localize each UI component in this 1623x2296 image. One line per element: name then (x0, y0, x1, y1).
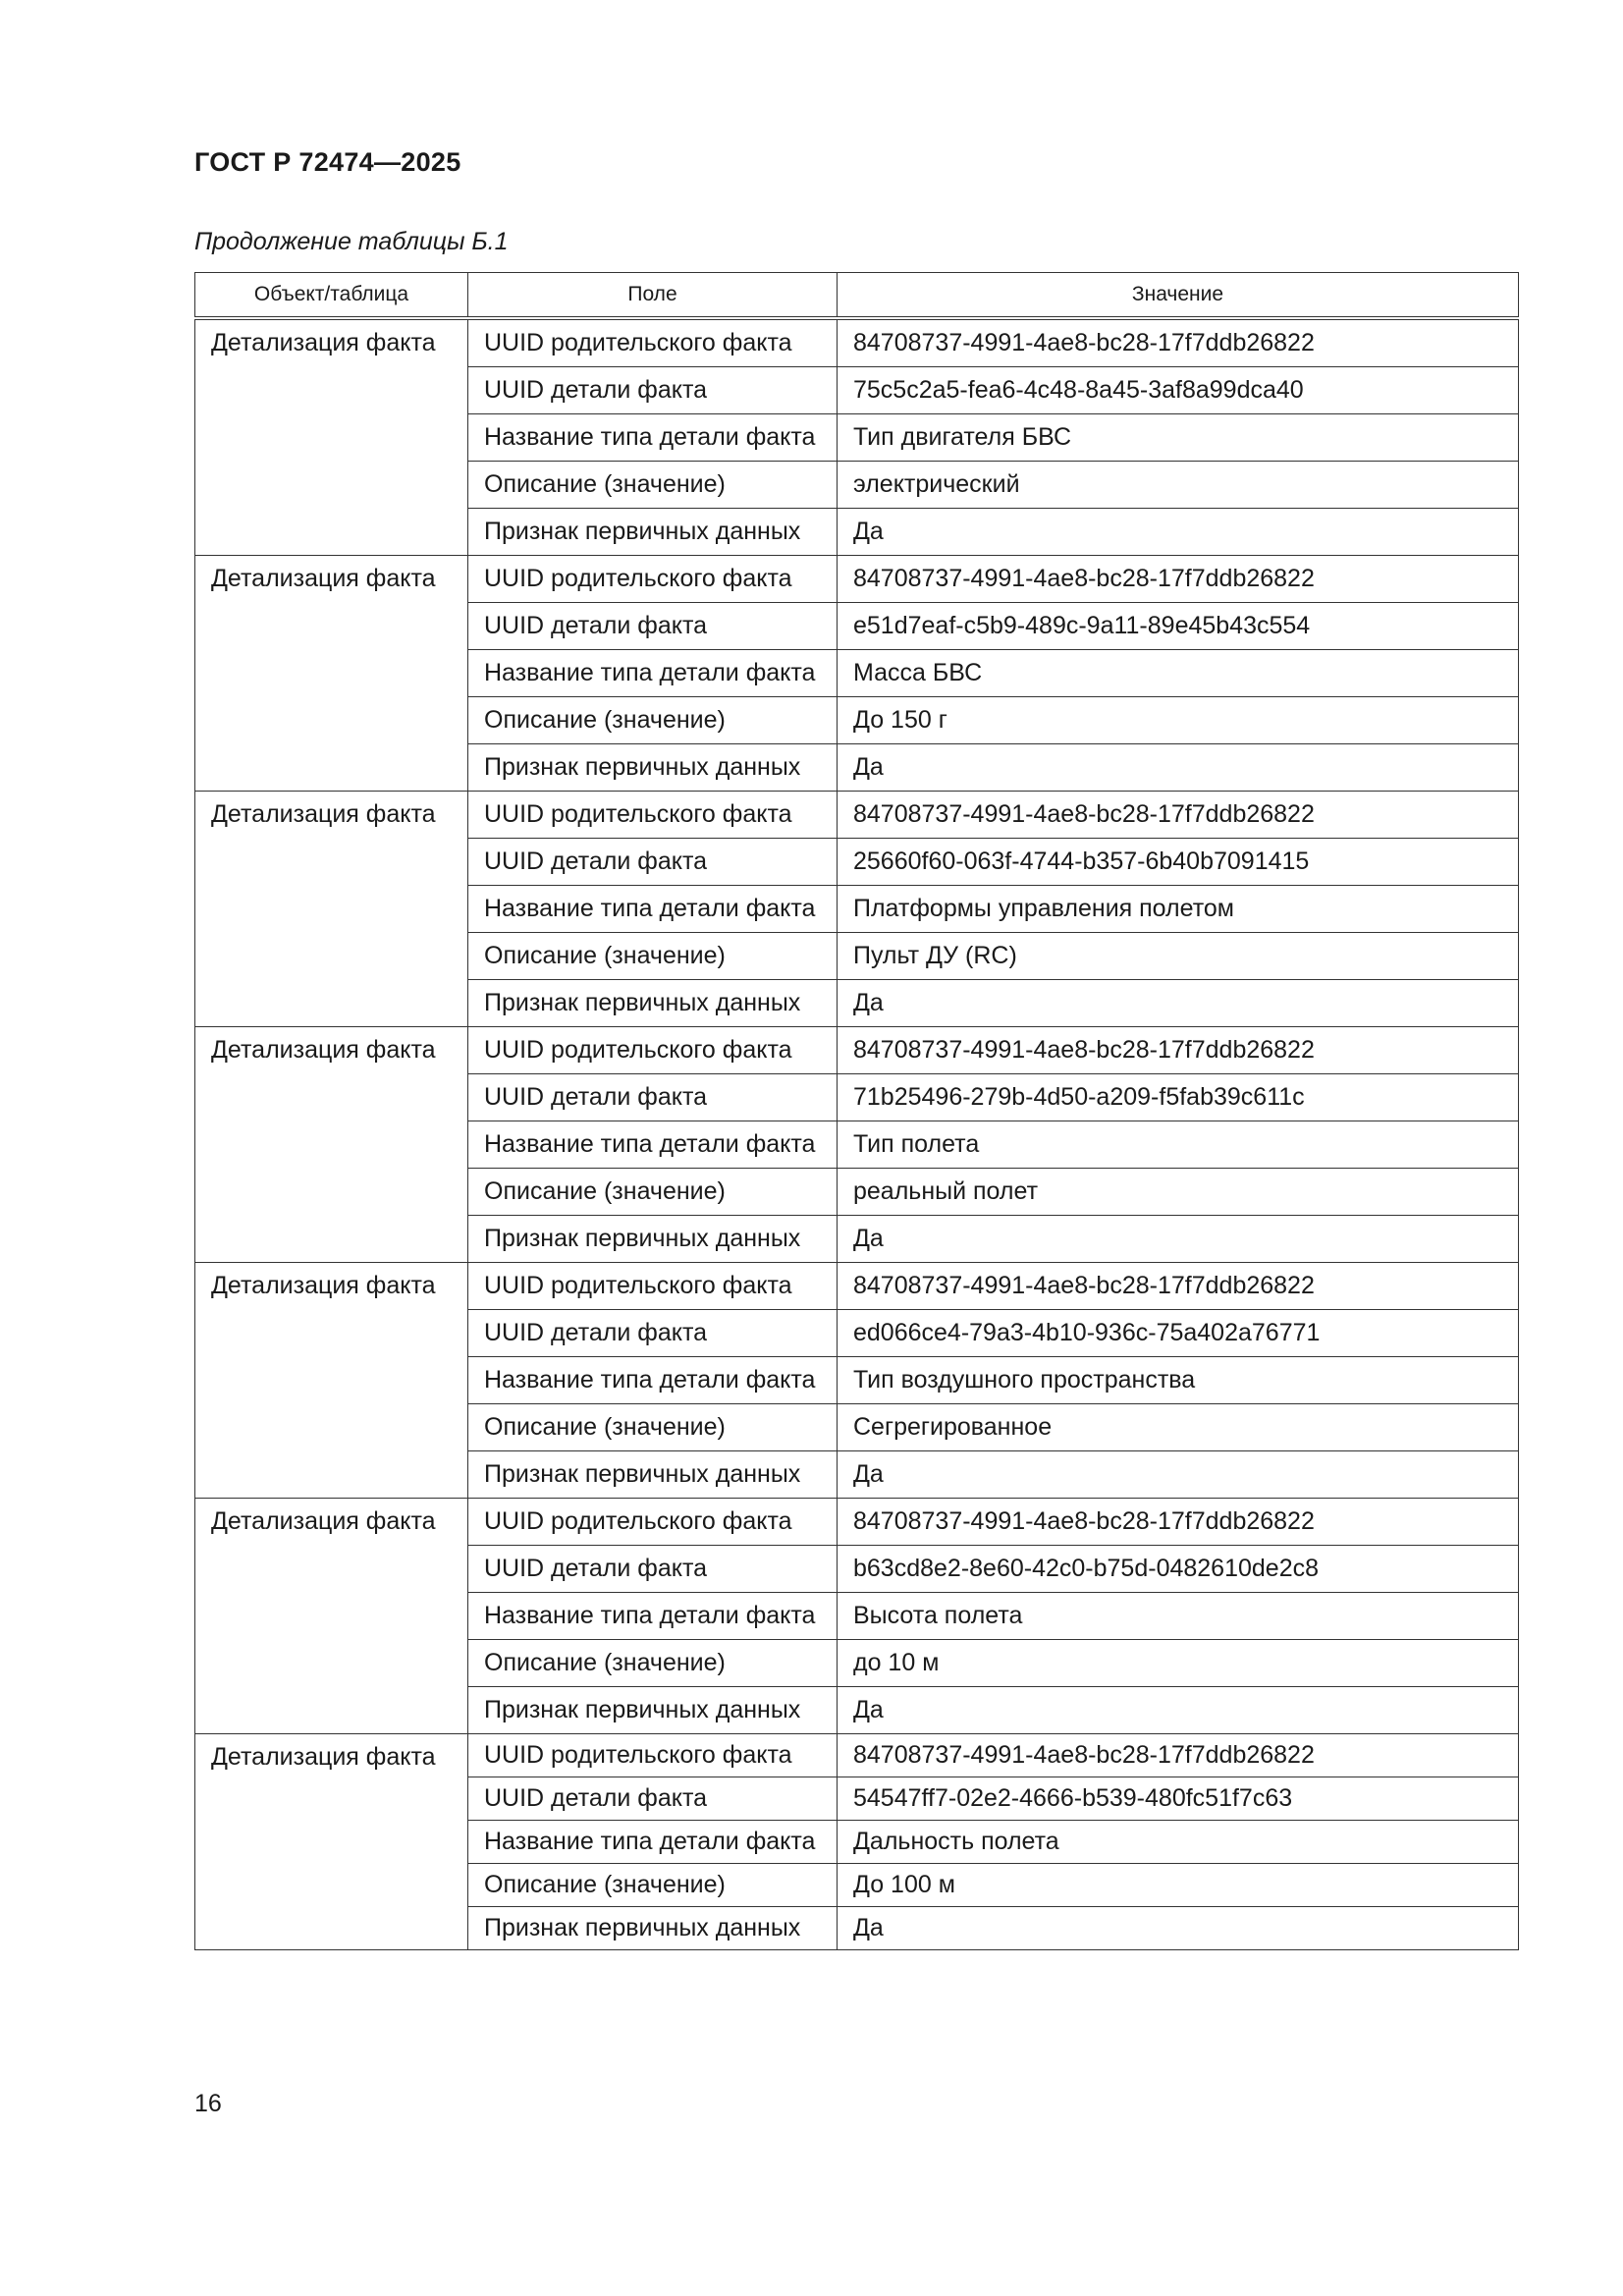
field-cell: Название типа детали факта (468, 1593, 838, 1640)
field-cell: UUID детали факта (468, 603, 838, 650)
table-row (195, 1027, 1519, 1074)
value-cell: реальный полет (838, 1169, 1519, 1216)
table-group (195, 1027, 1519, 1263)
value-cell: 84708737-4991-4ae8-bc28-17f7ddb26822 (838, 1734, 1519, 1777)
value-cell: Да (838, 744, 1519, 792)
value-cell: b63cd8e2-8e60-42c0-b75d-0482610de2c8 (838, 1546, 1519, 1593)
object-cell: Детализация факта (195, 318, 468, 556)
object-cell: Детализация факта (195, 792, 468, 1027)
column-header-field: Поле (468, 273, 838, 319)
page-number: 16 (194, 2090, 222, 2117)
value-cell: 25660f60-063f-4744-b357-6b40b7091415 (838, 839, 1519, 886)
column-header-object: Объект/таблица (195, 273, 468, 319)
table-row (195, 1499, 1519, 1546)
value-cell: Тип полета (838, 1121, 1519, 1169)
field-cell: Название типа детали факта (468, 650, 838, 697)
value-cell: 75c5c2a5-fea6-4c48-8a45-3af8a99dca40 (838, 367, 1519, 414)
table-group (195, 1263, 1519, 1499)
value-cell: Да (838, 980, 1519, 1027)
value-cell: Да (838, 509, 1519, 556)
object-cell: Детализация факта (195, 1499, 468, 1734)
field-cell: Описание (значение) (468, 697, 838, 744)
value-cell: 84708737-4991-4ae8-bc28-17f7ddb26822 (838, 792, 1519, 839)
table-row (195, 792, 1519, 839)
object-cell: Детализация факта (195, 1734, 468, 1950)
column-header-value: Значение (838, 273, 1519, 319)
field-cell: Признак первичных данных (468, 1907, 838, 1950)
field-cell: Название типа детали факта (468, 1121, 838, 1169)
object-cell: Детализация факта (195, 556, 468, 792)
value-cell: Да (838, 1451, 1519, 1499)
value-cell: 84708737-4991-4ae8-bc28-17f7ddb26822 (838, 318, 1519, 367)
value-cell: 84708737-4991-4ae8-bc28-17f7ddb26822 (838, 1263, 1519, 1310)
field-cell: Описание (значение) (468, 1169, 838, 1216)
field-cell: Признак первичных данных (468, 1451, 838, 1499)
field-cell: Описание (значение) (468, 1864, 838, 1907)
value-cell: 84708737-4991-4ae8-bc28-17f7ddb26822 (838, 556, 1519, 603)
field-cell: UUID детали факта (468, 1546, 838, 1593)
field-cell: Признак первичных данных (468, 744, 838, 792)
object-cell: Детализация факта (195, 1263, 468, 1499)
object-cell: Детализация факта (195, 1027, 468, 1263)
value-cell: Да (838, 1216, 1519, 1263)
value-cell: ed066ce4-79a3-4b10-936c-75a402a76771 (838, 1310, 1519, 1357)
table-row (195, 556, 1519, 603)
value-cell: e51d7eaf-c5b9-489c-9a11-89e45b43c554 (838, 603, 1519, 650)
table-header-row (195, 273, 1519, 319)
value-cell: Платформы управления полетом (838, 886, 1519, 933)
value-cell: Высота полета (838, 1593, 1519, 1640)
field-cell: UUID детали факта (468, 367, 838, 414)
value-cell: До 150 г (838, 697, 1519, 744)
field-cell: Признак первичных данных (468, 980, 838, 1027)
field-cell: UUID детали факта (468, 1310, 838, 1357)
table-row (195, 318, 1519, 367)
value-cell: Сегрегированное (838, 1404, 1519, 1451)
value-cell: 84708737-4991-4ae8-bc28-17f7ddb26822 (838, 1499, 1519, 1546)
field-cell: Название типа детали факта (468, 1821, 838, 1864)
document-code: ГОСТ Р 72474—2025 (194, 147, 461, 177)
field-cell: Название типа детали факта (468, 1357, 838, 1404)
table-group (195, 1499, 1519, 1734)
field-cell: Признак первичных данных (468, 1687, 838, 1734)
value-cell: Пульт ДУ (RC) (838, 933, 1519, 980)
table-group (195, 792, 1519, 1027)
table-row (195, 1734, 1519, 1777)
field-cell: UUID родительского факта (468, 1263, 838, 1310)
value-cell: Масса БВС (838, 650, 1519, 697)
value-cell: До 100 м (838, 1864, 1519, 1907)
field-cell: Признак первичных данных (468, 509, 838, 556)
value-cell: 84708737-4991-4ae8-bc28-17f7ddb26822 (838, 1027, 1519, 1074)
field-cell: UUID родительского факта (468, 1027, 838, 1074)
field-cell: UUID родительского факта (468, 792, 838, 839)
table-group (195, 1734, 1519, 1950)
value-cell: Тип воздушного пространства (838, 1357, 1519, 1404)
field-cell: UUID детали факта (468, 1777, 838, 1821)
value-cell: до 10 м (838, 1640, 1519, 1687)
field-cell: Название типа детали факта (468, 414, 838, 462)
field-cell: UUID родительского факта (468, 318, 838, 367)
field-cell: UUID родительского факта (468, 1499, 838, 1546)
field-cell: Описание (значение) (468, 1404, 838, 1451)
field-cell: UUID родительского факта (468, 556, 838, 603)
table-group (195, 556, 1519, 792)
field-cell: UUID детали факта (468, 1074, 838, 1121)
field-cell: Описание (значение) (468, 933, 838, 980)
table-caption: Продолжение таблицы Б.1 (194, 228, 509, 255)
table-group (195, 318, 1519, 556)
value-cell: 54547ff7-02e2-4666-b539-480fc51f7c63 (838, 1777, 1519, 1821)
field-cell: UUID родительского факта (468, 1734, 838, 1777)
field-cell: Описание (значение) (468, 462, 838, 509)
value-cell: Да (838, 1687, 1519, 1734)
data-table (194, 272, 1519, 1950)
field-cell: Признак первичных данных (468, 1216, 838, 1263)
value-cell: 71b25496-279b-4d50-a209-f5fab39c611c (838, 1074, 1519, 1121)
value-cell: электрический (838, 462, 1519, 509)
value-cell: Да (838, 1907, 1519, 1950)
table-row (195, 1263, 1519, 1310)
field-cell: UUID детали факта (468, 839, 838, 886)
field-cell: Описание (значение) (468, 1640, 838, 1687)
value-cell: Дальность полета (838, 1821, 1519, 1864)
value-cell: Тип двигателя БВС (838, 414, 1519, 462)
field-cell: Название типа детали факта (468, 886, 838, 933)
